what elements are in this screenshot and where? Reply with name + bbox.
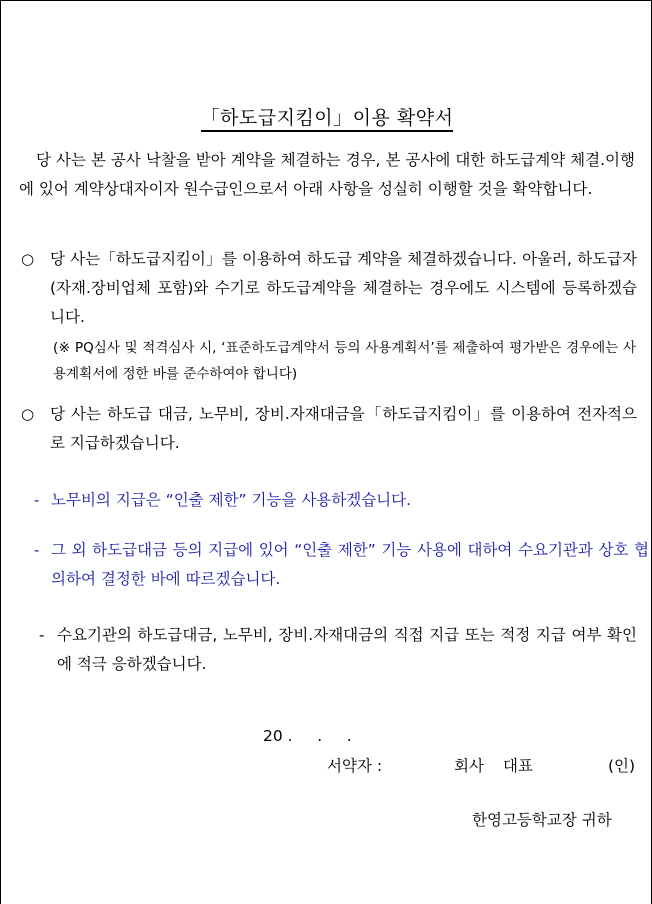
dash-item-1-text: 노무비의 지급은 “인출 제한” 기능을 사용하겠습니다. bbox=[51, 491, 412, 509]
recipient-line: 한영고등학교장 귀하 bbox=[472, 811, 612, 829]
item-2-text: 당 사는 하도급 대금, 노무비, 장비.자재대금을「하도급지킴이」를 이용하여 전자적으로 지급하겠습니다. bbox=[50, 405, 637, 452]
item-1-text: 당 사는「하도급지킴이」를 이용하여 하도급 계약을 체결하겠습니다. 아울러, 하도급자(자재.장비업체 포함)와 수기로 하도급계약을 체결하는 경우에도 시스템에 등록하겠습니다. bbox=[50, 250, 637, 326]
signer-label: 서약자 : bbox=[327, 757, 383, 775]
dash-item-3-text: 수요기관의 하도급대금, 노무비, 장비.자재대금의 직접 지급 또는 적정 지급 여부 확인에 적극 응하겠습니다. bbox=[57, 626, 637, 673]
dash-symbol: - bbox=[34, 541, 40, 559]
bullet-symbol: ○ bbox=[21, 250, 35, 268]
document-title: 「하도급지킴이」이용 확약서 bbox=[1, 103, 652, 130]
seal-mark: (인) bbox=[608, 757, 636, 775]
signer-representative: 대표 bbox=[503, 757, 533, 775]
item-1-note: (※ PQ심사 및 적격심사 시, ‘표준하도급계약서 등의 사용계획서’를 제출하여 평가받은 경우에는 사용계획서에 정한 바를 준수하여야 합니다) bbox=[53, 340, 636, 382]
dash-symbol: - bbox=[34, 491, 40, 509]
intro-paragraph: 당 사는 본 공사 낙찰을 받아 계약을 체결하는 경우, 본 공사에 대한 하도급계약 체결.이행에 있어 계약상대자이자 원수급인으로서 아래 사항을 성실히 이행할 것을 확약합니다. bbox=[19, 151, 635, 198]
signer-company: 회사 bbox=[454, 757, 484, 775]
dash-symbol: - bbox=[39, 626, 45, 644]
bullet-symbol: ○ bbox=[21, 405, 35, 423]
date-line: 20 . . . bbox=[263, 727, 352, 745]
dash-item-2-text: 그 외 하도급대금 등의 지급에 있어 “인출 제한” 기능 사용에 대하여 수요기관과 상호 협의하여 결정한 바에 따르겠습니다. bbox=[51, 541, 649, 588]
